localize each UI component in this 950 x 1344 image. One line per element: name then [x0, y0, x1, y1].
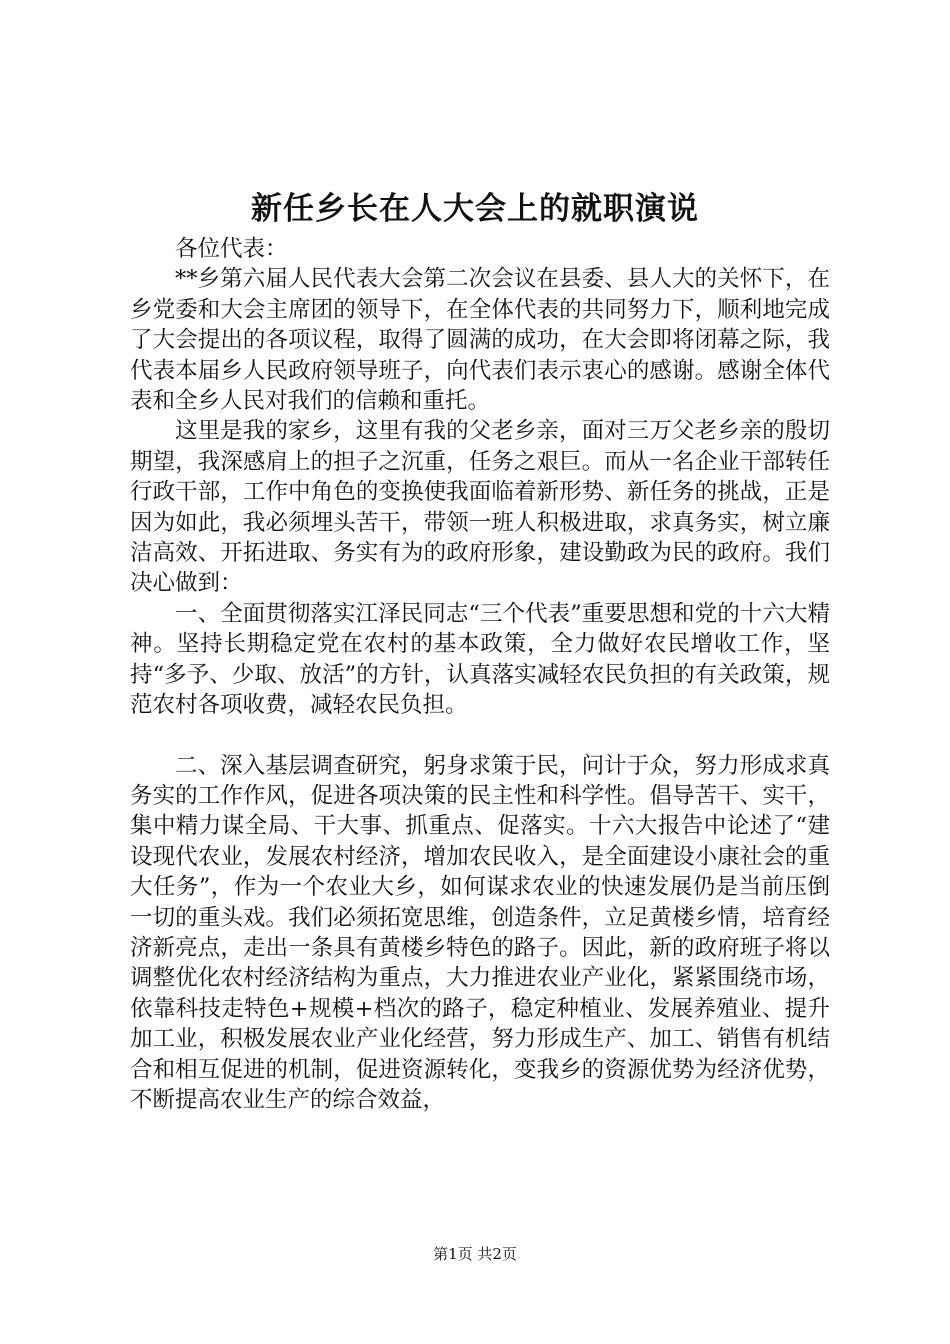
paragraph-opening: **乡第六届人民代表大会第二次会议在县委、县人大的关怀下，在乡党委和大会主席团的领导下，在全体代表的共同努力下，顺利地完成了大会提出的各项议程，取得了圆满的成功，在大会即将闭幕之际，我代表本届乡人民政府领导班子，向代表们表示衷心的感谢。感谢全体代表和全乡人民对我们的信赖和重托。: [130, 266, 830, 415]
paragraph-point-one: 一、全面贯彻落实江泽民同志“三个代表”重要思想和党的十六大精神。坚持长期稳定党在农村的基本政策，全力做好农民增收工作，坚持“多予、少取、放活”的方针，认真落实减轻农民负担的有关政策，规范农村各项收费，减轻农民负担。: [130, 600, 830, 719]
greeting: 各位代表：: [175, 236, 288, 262]
document-body: [130, 234, 830, 1115]
page-title: 新任乡长在人大会上的就职演说: [251, 191, 699, 227]
page-number: 第1页 共2页: [433, 1245, 517, 1263]
paragraph-point-two: 二、深入基层调查研究，躬身求策于民，问计于众，努力形成求真务实的工作作风，促进各项决策的民主性和科学性。倡导苦干、实干，集中精力谋全局、干大事、抓重点、促落实。十六大报告中论述了“建设现代农业，发展农村经济，增加农民收入，是全面建设小康社会的重大任务”，作为一个农业大乡，如何谋求农业的快速发展仍是当前压倒一切的重头戏。我们必须拓宽思维，创造条件，立足黄楼乡情，培育经济新亮点，走出一条具有黄楼乡特色的路子。因此，新的政府班子将以调整优化农村经济结构为重点，大力推进农业产业化，紧紧围绕市场，依靠科技走特色+规模+档次的路子，稳定种植业、发展养殖业、提升加工业，积极发展农业产业化经营，努力形成生产、加工、销售有机结合和相互促进的机制，促进资源转化，变我乡的资源优势为经济优势，不断提高农业生产的综合效益，: [130, 752, 830, 1113]
paragraph-hometown: 这里是我的家乡，这里有我的父老乡亲，面对三万父老乡亲的殷切期望，我深感肩上的担子之沉重，任务之艰巨。而从一名企业干部转任行政干部，工作中角色的变换使我面临着新形势、新任务的挑战，正是因为如此，我必须埋头苦干，带领一班人积极进取，求真务实，树立廉洁高效、开拓进取、务实有为的政府形象，建设勤政为民的政府。我们决心做到：: [130, 418, 830, 597]
